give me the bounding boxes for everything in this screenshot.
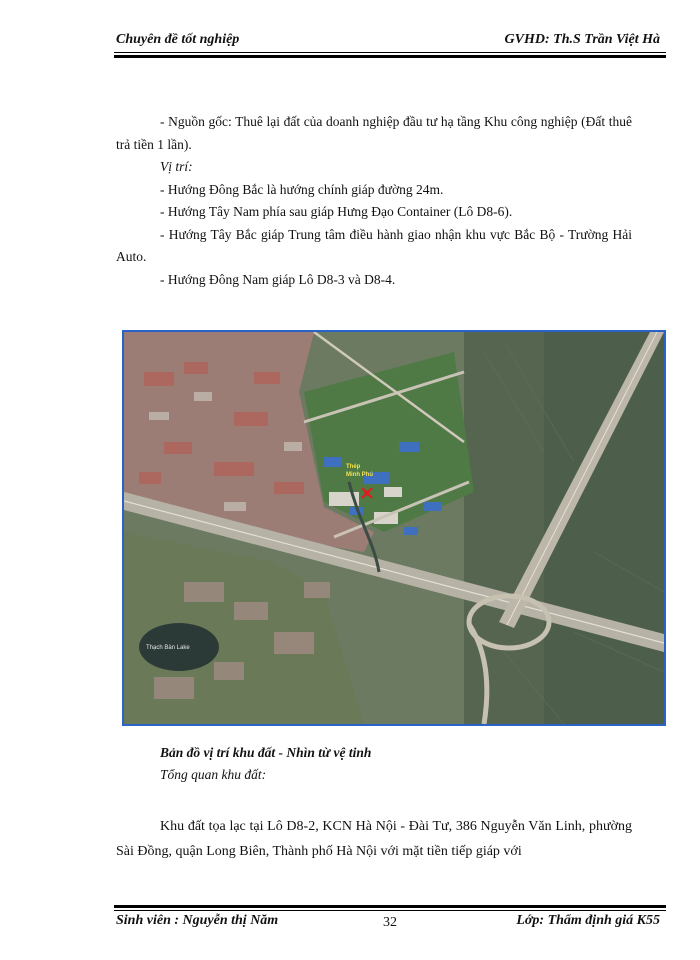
direction-southwest: - Hướng Tây Nam phía sau giáp Hưng Đạo Container (Lô D8-6). <box>160 204 513 219</box>
figure-caption: Bản đồ vị trí khu đất - Nhìn từ vệ tinh <box>160 745 372 760</box>
footer-student-name: Sinh viên : Nguyễn thị Năm <box>116 913 279 928</box>
header-left-title: Chuyên đề tốt nghiệp <box>116 32 240 47</box>
page-number: 32 <box>383 915 397 930</box>
body-text-block <box>116 111 632 291</box>
direction-northwest: - Hướng Tây Bắc giáp Trung tâm điều hành giao nhận khu vực Bắc Bộ - Trường Hải Auto. <box>116 226 632 264</box>
marker-label-line2: Minh Phú <box>346 472 373 478</box>
location-paragraph: Khu đất tọa lạc tại Lô D8-2, KCN Hà Nội - Đài Tư, 386 Nguyễn Văn Linh, phường Sài Đồng, quận Long Biên, Thành phố Hà Nội với mặt tiền tiếp giáp với <box>116 819 632 859</box>
header-rule <box>114 52 666 58</box>
direction-southeast: - Hướng Đông Nam giáp Lô D8-3 và D8-4. <box>160 271 396 287</box>
overview-heading: Tổng quan khu đất: <box>160 767 267 782</box>
origin-paragraph: - Nguồn gốc: Thuê lại đất của doanh nghiệp đầu tư hạ tầng Khu công nghiệp (Đất thuê trả tiền 1 lần). <box>116 114 632 152</box>
satellite-map-image <box>122 330 666 726</box>
caption-block <box>116 742 632 786</box>
lake-label: Thạch Bàn Lake <box>146 645 190 651</box>
footer-class-name: Lớp: Thẩm định giá K55 <box>516 913 660 928</box>
direction-northeast: - Hướng Đông Bắc là hướng chính giáp đường 24m. <box>160 181 444 197</box>
header-right-supervisor: GVHD: Th.S Trần Việt Hà <box>504 32 660 47</box>
marker-label-line1: Thép <box>346 464 361 470</box>
footer-rule <box>114 905 666 911</box>
location-subheading: Vị trí: <box>160 159 193 174</box>
